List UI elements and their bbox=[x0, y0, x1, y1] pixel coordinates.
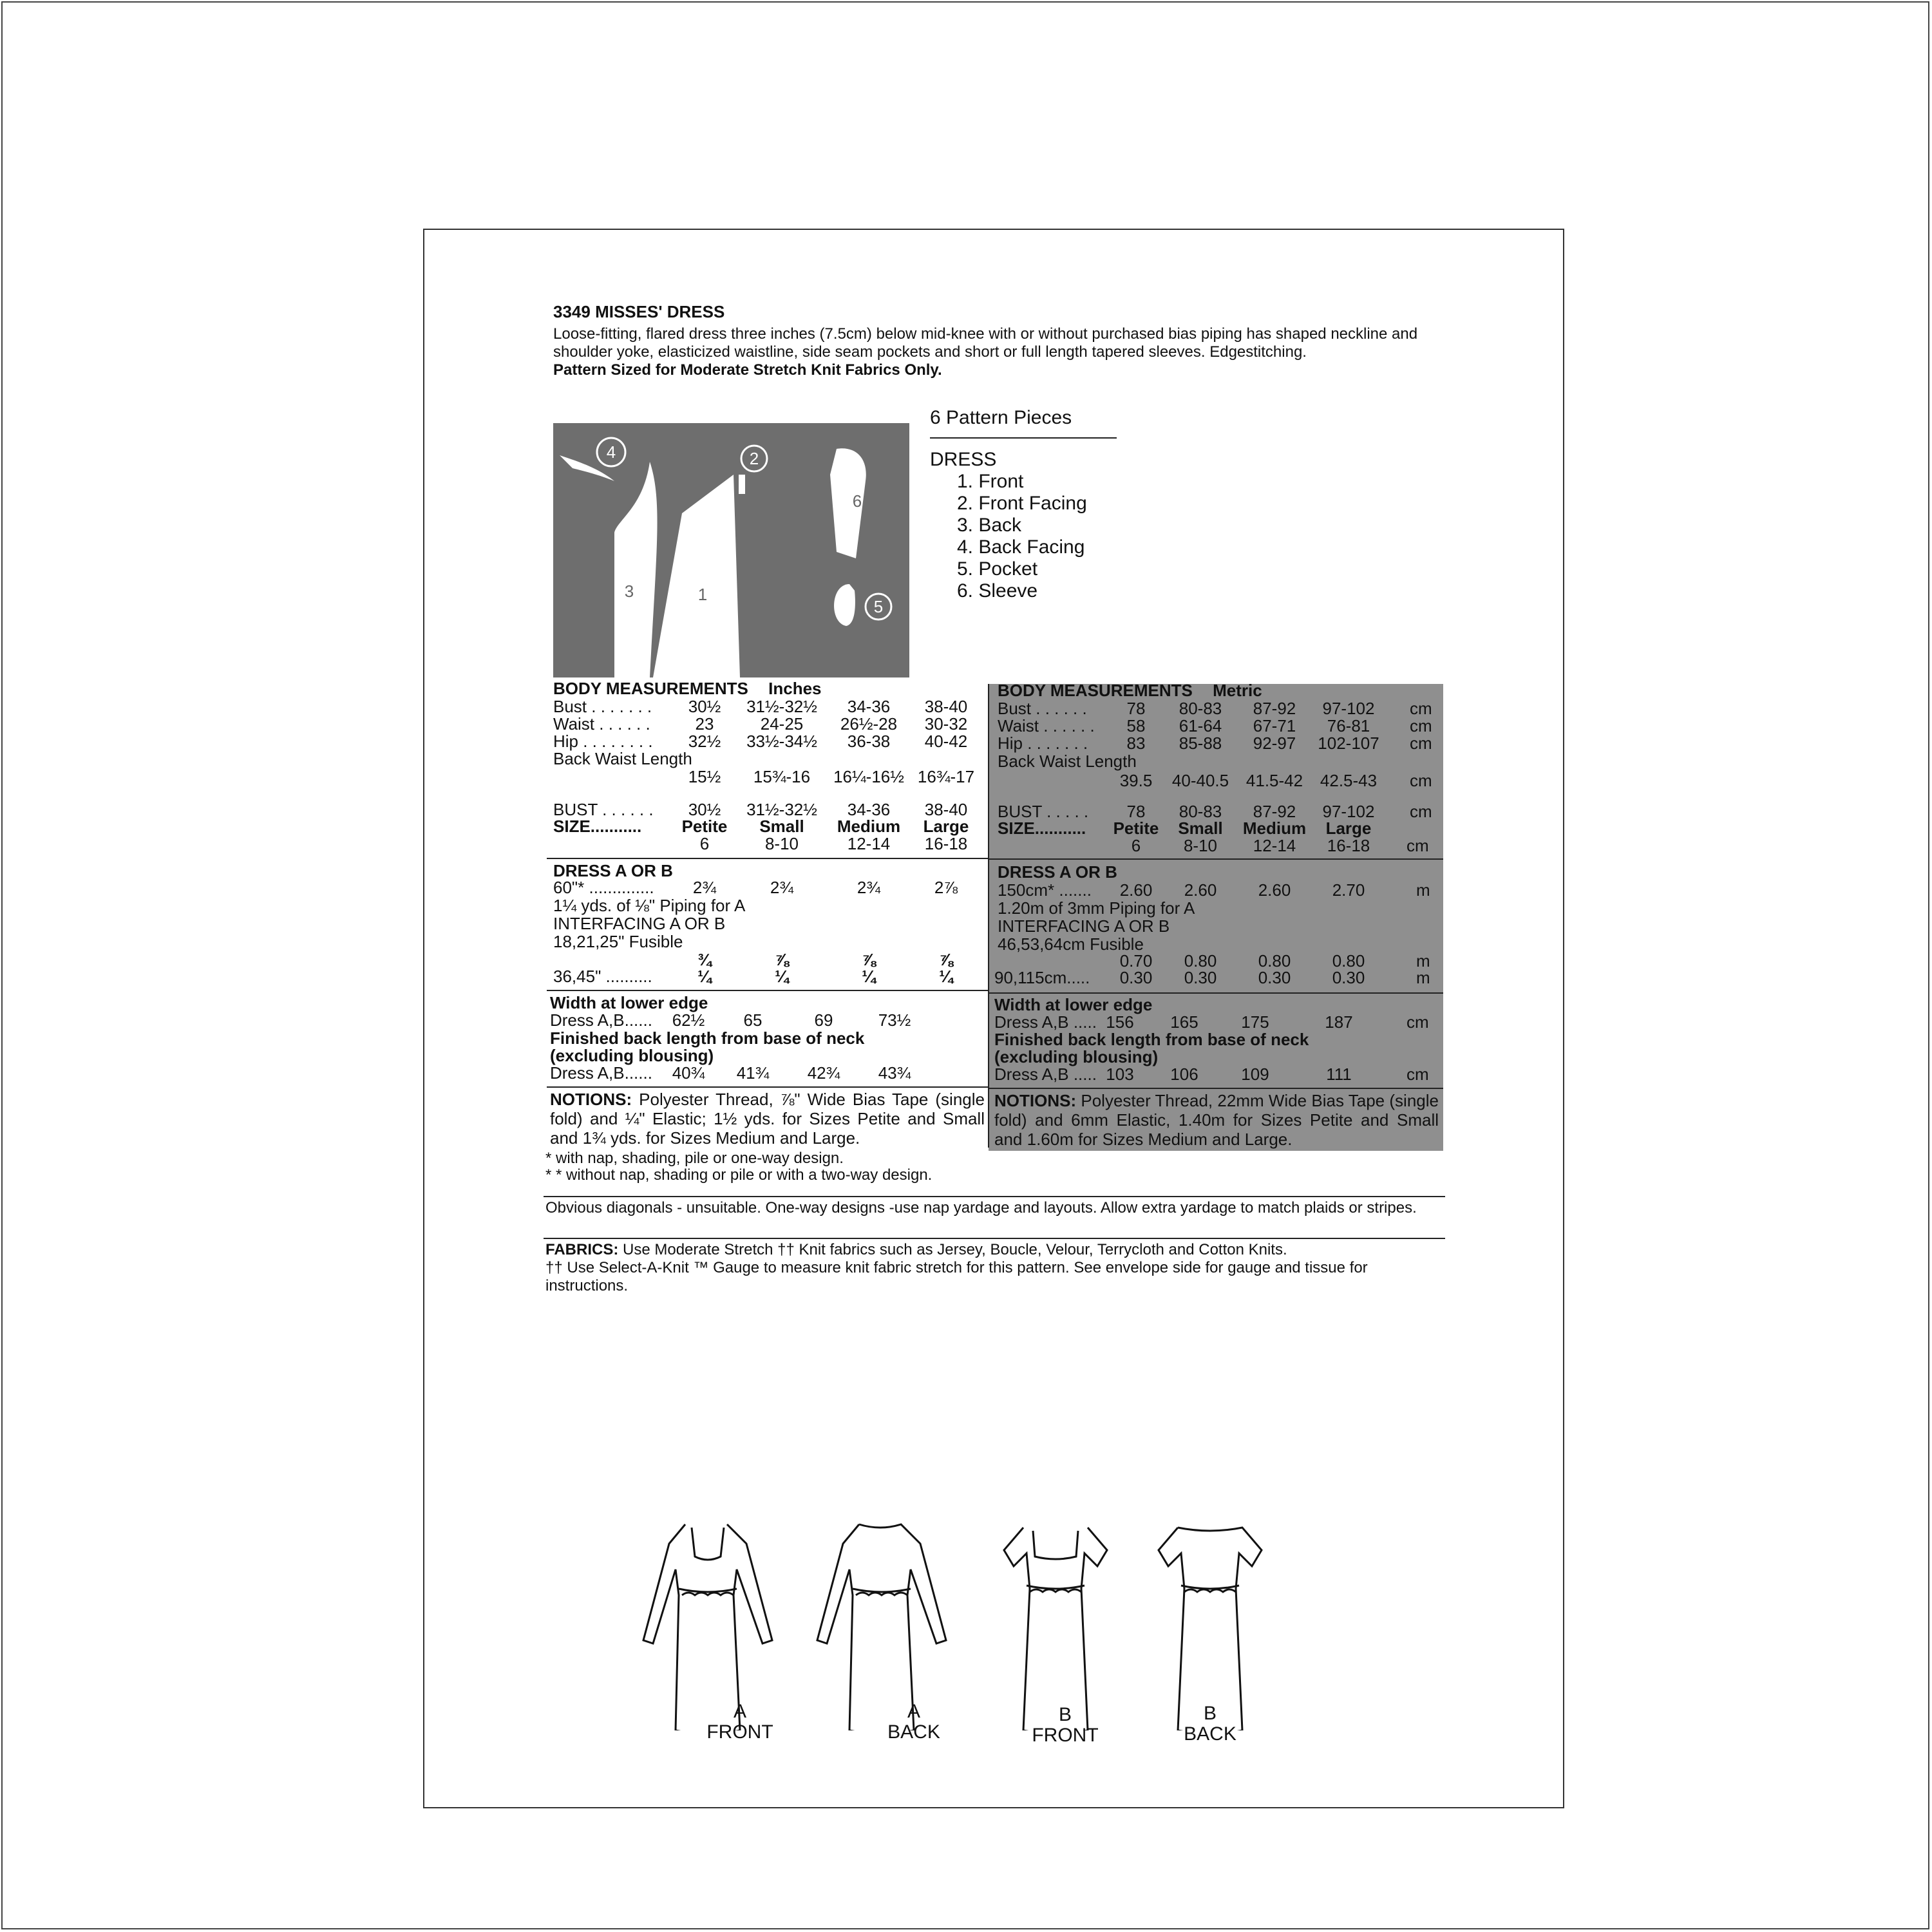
inches-fusible: 18,21,25" Fusible bbox=[553, 932, 683, 951]
metric-unit-label: cm bbox=[1410, 802, 1432, 821]
metric-value: 92-97 bbox=[1253, 734, 1296, 753]
divider bbox=[547, 858, 989, 859]
metric-value: 41.5-42 bbox=[1245, 771, 1303, 790]
inches-w36-label: 36,45" .......... bbox=[553, 967, 652, 986]
fabrics-label: FABRICS: bbox=[545, 1241, 619, 1258]
inches-value: 41¾ bbox=[736, 1063, 770, 1083]
inches-value: 38-40 bbox=[924, 697, 968, 716]
inches-dress-heading: DRESS A OR B bbox=[553, 861, 673, 880]
view-letter: B bbox=[1058, 1704, 1072, 1725]
inches-value: 30½ bbox=[688, 697, 721, 716]
inches-value: 2¾ bbox=[770, 878, 794, 897]
metric-piping: 1.20m of 3mm Piping for A bbox=[998, 898, 1195, 918]
inches-bwl-label: Back Waist Length bbox=[553, 749, 692, 768]
metric-value: 0.30 bbox=[1258, 968, 1291, 987]
inches-value: ¾ bbox=[697, 950, 712, 969]
inches-value: 62½ bbox=[672, 1010, 705, 1030]
inches-size-name: Large bbox=[923, 817, 969, 836]
inches-value: 40-42 bbox=[924, 732, 968, 751]
metric-fusible: 46,53,64cm Fusible bbox=[998, 934, 1144, 954]
divider bbox=[544, 1196, 1445, 1197]
notions-label: NOTIONS: bbox=[994, 1091, 1077, 1110]
notions-text: Polyester Thread, ⅞" Wide Bias Tape (single fold) and ¼" Elastic; 1½ yds. for Sizes Petite and Small and 1¾ yds. for Sizes Medium and Large. bbox=[550, 1090, 985, 1148]
pieces-underline bbox=[930, 437, 1117, 439]
metric-value: 85-88 bbox=[1179, 734, 1222, 753]
metric-size-number: 6 bbox=[1131, 836, 1141, 855]
metric-value: 187 bbox=[1325, 1012, 1353, 1032]
piece-number-6: 6 bbox=[852, 491, 862, 511]
inches-value: 73½ bbox=[878, 1010, 911, 1030]
inches-value: 2⅞ bbox=[934, 878, 958, 897]
inches-unit: Inches bbox=[768, 679, 822, 698]
inches-row-label: Waist . . . . . . bbox=[553, 714, 650, 734]
metric-unit-label: cm bbox=[1406, 1012, 1429, 1032]
inches-value: 16¾-17 bbox=[917, 767, 975, 786]
metric-interfacing: INTERFACING A OR B bbox=[998, 916, 1170, 936]
metric-size-name: Medium bbox=[1242, 819, 1307, 838]
inches-value: ⅞ bbox=[939, 950, 953, 969]
inches-width-label: Dress A,B...... bbox=[550, 1010, 652, 1030]
view-letter: A bbox=[733, 1701, 746, 1722]
pattern-title: 3349 MISSES' DRESS bbox=[553, 302, 725, 321]
inches-value: 38-40 bbox=[924, 800, 968, 819]
metric-value: 2.60 bbox=[1258, 880, 1291, 900]
inches-interfacing: INTERFACING A OR B bbox=[553, 914, 726, 933]
piece-item: 6. Sleeve bbox=[957, 580, 1038, 601]
inches-length-sub: (excluding blousing) bbox=[550, 1046, 714, 1065]
metric-value: 40-40.5 bbox=[1171, 771, 1229, 790]
metric-value: 80-83 bbox=[1179, 802, 1222, 821]
metric-row-label: Bust . . . . . . bbox=[998, 699, 1087, 718]
metric-value: 0.80 bbox=[1184, 951, 1217, 971]
pieces-list bbox=[930, 449, 1087, 602]
metric-value: 0.80 bbox=[1332, 951, 1365, 971]
metric-value: 109 bbox=[1241, 1065, 1269, 1084]
metric-unit-label: m bbox=[1416, 951, 1430, 971]
view-letter: B bbox=[1203, 1703, 1217, 1724]
view-letter: A bbox=[907, 1701, 920, 1722]
inches-value: 24-25 bbox=[760, 714, 804, 734]
metric-size-number: 16-18 bbox=[1327, 836, 1370, 855]
metric-value: 87-92 bbox=[1253, 699, 1296, 718]
metric-row-label: Waist . . . . . . bbox=[998, 716, 1095, 735]
pattern-pieces-diagram bbox=[553, 423, 909, 677]
metric-size-number: 8-10 bbox=[1183, 836, 1218, 855]
fabrics-text: Use Moderate Stretch †† Knit fabrics such as Jersey, Boucle, Velour, Terrycloth and Cotton Knits. bbox=[623, 1241, 1287, 1258]
inches-value: 34-36 bbox=[847, 800, 891, 819]
inches-value: 33½-34½ bbox=[746, 732, 817, 751]
piece-item: 1. Front bbox=[957, 471, 1024, 492]
inches-value: ¼ bbox=[862, 967, 876, 986]
inches-value: 16¼-16½ bbox=[833, 767, 904, 786]
metric-unit-label: cm bbox=[1410, 771, 1432, 790]
metric-value: 103 bbox=[1106, 1065, 1134, 1084]
inches-bust-label: BUST . . . . . . bbox=[553, 800, 654, 819]
divider bbox=[989, 1088, 1443, 1089]
inches-notions bbox=[550, 1090, 985, 1148]
inches-row-label: Hip . . . . . . . . bbox=[553, 732, 653, 751]
view-label-a-front bbox=[695, 1701, 785, 1743]
metric-value: 58 bbox=[1126, 716, 1146, 735]
piece-item: 4. Back Facing bbox=[957, 536, 1085, 558]
inches-value: 2¾ bbox=[857, 878, 881, 897]
metric-value: 0.30 bbox=[1332, 968, 1365, 987]
gauge-text: †† Use Select-A-Knit ™ Gauge to measure knit fabric stretch for this pattern. See envelope side for gauge and tissue for instructions. bbox=[545, 1259, 1368, 1294]
metric-value: 97-102 bbox=[1322, 802, 1375, 821]
inches-value: 23 bbox=[695, 714, 714, 734]
inches-size-number: 8-10 bbox=[764, 834, 799, 853]
piece-item: 5. Pocket bbox=[957, 558, 1038, 580]
view-label-b-back bbox=[1165, 1703, 1255, 1745]
metric-size-label: SIZE........... bbox=[998, 819, 1086, 838]
pattern-pieces-svg bbox=[553, 423, 909, 677]
inches-size-number: 12-14 bbox=[847, 834, 891, 853]
metric-value: 111 bbox=[1326, 1065, 1352, 1084]
inches-width-heading: Width at lower edge bbox=[550, 993, 708, 1012]
notions-text: Polyester Thread, 22mm Wide Bias Tape (single fold) and 6mm Elastic, 1.40m for Sizes Petite and Small and 1.60m for Sizes Medium and Large. bbox=[994, 1091, 1439, 1149]
inches-value: 30½ bbox=[688, 800, 721, 819]
metric-width-label: Dress A,B ..... bbox=[994, 1012, 1097, 1032]
metric-value: 165 bbox=[1170, 1012, 1198, 1032]
inches-size-number: 16-18 bbox=[924, 834, 968, 853]
metric-unit: Metric bbox=[1213, 681, 1262, 700]
metric-value: 0.80 bbox=[1258, 951, 1291, 971]
inches-value: 2¾ bbox=[692, 878, 717, 897]
metric-width-heading: Width at lower edge bbox=[994, 995, 1153, 1014]
inches-fabric-label: 60"* .............. bbox=[553, 878, 654, 897]
inches-heading-text: BODY MEASUREMENTS bbox=[553, 679, 748, 698]
inches-value: ⅞ bbox=[775, 950, 789, 969]
view-side: BACK bbox=[1184, 1723, 1236, 1745]
inches-value: 34-36 bbox=[847, 697, 891, 716]
inches-length-heading: Finished back length from base of neck bbox=[550, 1028, 865, 1048]
metric-unit-label: cm bbox=[1410, 734, 1432, 753]
metric-value: 2.60 bbox=[1119, 880, 1153, 900]
metric-size-name: Large bbox=[1325, 819, 1372, 838]
view-label-b-front bbox=[1020, 1705, 1110, 1746]
dress-views-illustration bbox=[630, 1511, 1274, 1730]
metric-value: 0.70 bbox=[1119, 951, 1153, 971]
inches-value: ¼ bbox=[775, 967, 789, 986]
metric-dress-heading: DRESS A OR B bbox=[998, 862, 1117, 882]
metric-notions bbox=[994, 1091, 1439, 1149]
inches-row-label: Bust . . . . . . . bbox=[553, 697, 652, 716]
divider bbox=[989, 992, 1443, 994]
inches-value: ¼ bbox=[939, 967, 953, 986]
metric-value: 87-92 bbox=[1253, 802, 1296, 821]
inches-size-name: Small bbox=[759, 817, 804, 836]
metric-heading bbox=[998, 681, 1262, 700]
metric-row-label: Hip . . . . . . . bbox=[998, 734, 1088, 753]
metric-value: 156 bbox=[1106, 1012, 1134, 1032]
metric-unit-label: cm bbox=[1406, 1065, 1429, 1084]
metric-unit-label: m bbox=[1416, 968, 1430, 987]
piece-number-1: 1 bbox=[697, 585, 708, 604]
inches-size-number: 6 bbox=[699, 834, 710, 853]
metric-value: 39.5 bbox=[1119, 771, 1153, 790]
metric-value: 97-102 bbox=[1322, 699, 1375, 718]
inches-value: 32½ bbox=[688, 732, 721, 751]
divider bbox=[989, 858, 1443, 860]
inches-value: 31½-32½ bbox=[746, 697, 817, 716]
inches-size-label: SIZE........... bbox=[553, 817, 642, 836]
metric-value: 83 bbox=[1126, 734, 1146, 753]
metric-value: 106 bbox=[1170, 1065, 1198, 1084]
metric-unit-label: cm bbox=[1410, 699, 1432, 718]
piece-item: 3. Back bbox=[957, 515, 1022, 536]
metric-value: 76-81 bbox=[1327, 716, 1370, 735]
pieces-heading: 6 Pattern Pieces bbox=[930, 407, 1072, 428]
metric-size-name: Petite bbox=[1113, 819, 1159, 838]
inches-value: 40¾ bbox=[672, 1063, 705, 1083]
metric-value: 175 bbox=[1241, 1012, 1269, 1032]
inches-length-label: Dress A,B...... bbox=[550, 1063, 652, 1083]
fabrics-section bbox=[545, 1241, 1441, 1295]
piece-item: 2. Front Facing bbox=[957, 493, 1087, 514]
metric-value: 78 bbox=[1126, 699, 1146, 718]
metric-value: 2.60 bbox=[1184, 880, 1217, 900]
view-side: FRONT bbox=[1032, 1725, 1099, 1746]
view-side: FRONT bbox=[706, 1721, 773, 1743]
inches-size-name: Petite bbox=[681, 817, 728, 836]
inches-value: 26½-28 bbox=[840, 714, 898, 734]
metric-w90-label: 90,115cm..... bbox=[994, 968, 1090, 987]
notions-label: NOTIONS: bbox=[550, 1090, 632, 1109]
divider bbox=[544, 1238, 1445, 1239]
metric-unit-label: cm bbox=[1410, 716, 1432, 735]
metric-fabric-label: 150cm* ....... bbox=[998, 880, 1092, 900]
pieces-group: DRESS bbox=[930, 449, 997, 470]
description-text: Loose-fitting, flared dress three inches (7.5cm) below mid-knee with or without purchased bias piping has shaped neckline and shoulder yoke, elasticized waistline, side seam pockets and short or full length tapered sleeves. Edgestitching. bbox=[553, 325, 1418, 361]
metric-value: 42.5-43 bbox=[1320, 771, 1378, 790]
divider bbox=[547, 1086, 989, 1088]
pattern-sheet bbox=[423, 229, 1564, 1808]
inches-size-name: Medium bbox=[837, 817, 901, 836]
piece-number-3: 3 bbox=[624, 582, 634, 601]
metric-bust-label: BUST . . . . . bbox=[998, 802, 1089, 821]
pattern-description bbox=[553, 325, 1435, 379]
inches-value: 15½ bbox=[688, 767, 721, 786]
metric-value: 102-107 bbox=[1318, 734, 1379, 753]
inches-value: 69 bbox=[814, 1010, 833, 1030]
metric-size-name: Small bbox=[1178, 819, 1223, 838]
metric-length-sub: (excluding blousing) bbox=[994, 1047, 1159, 1066]
piece-number-2: 2 bbox=[749, 449, 759, 468]
view-label-a-back bbox=[869, 1701, 959, 1743]
inches-heading bbox=[553, 679, 822, 698]
metric-size-number: 12-14 bbox=[1253, 836, 1296, 855]
metric-unit-label: m bbox=[1416, 880, 1430, 900]
metric-value: 2.70 bbox=[1332, 880, 1365, 900]
inches-value: 30-32 bbox=[924, 714, 968, 734]
metric-value: 78 bbox=[1126, 802, 1146, 821]
view-side: BACK bbox=[887, 1721, 940, 1743]
inches-value: 43¾ bbox=[878, 1063, 911, 1083]
metric-heading-text: BODY MEASUREMENTS bbox=[998, 681, 1193, 700]
divider bbox=[547, 990, 989, 991]
inches-value: 42¾ bbox=[807, 1063, 840, 1083]
inches-value: ¼ bbox=[697, 967, 712, 986]
footnote-diagonals: Obvious diagonals - unsuitable. One-way designs -use nap yardage and layouts. Allow extra yardage to match plaids or stripes. bbox=[545, 1199, 1417, 1217]
column-divider bbox=[988, 684, 989, 1148]
metric-bwl-label: Back Waist Length bbox=[998, 752, 1137, 771]
metric-length-heading: Finished back length from base of neck bbox=[994, 1030, 1309, 1049]
metric-value: 80-83 bbox=[1179, 699, 1222, 718]
piece-number-4: 4 bbox=[606, 442, 616, 462]
metric-value: 67-71 bbox=[1253, 716, 1296, 735]
inches-value: 65 bbox=[743, 1010, 762, 1030]
inches-value: 36-38 bbox=[847, 732, 891, 751]
footnote-nap: * with nap, shading, pile or one-way design. bbox=[545, 1150, 844, 1167]
metric-value: 0.30 bbox=[1119, 968, 1153, 987]
metric-unit-label: cm bbox=[1406, 836, 1429, 855]
piece-number-5: 5 bbox=[873, 597, 884, 616]
stretch-note: Pattern Sized for Moderate Stretch Knit Fabrics Only. bbox=[553, 361, 942, 379]
inches-value: 31½-32½ bbox=[746, 800, 817, 819]
metric-value: 61-64 bbox=[1179, 716, 1222, 735]
footnote-without-nap: * * without nap, shading or pile or with a two-way design. bbox=[545, 1166, 933, 1184]
inches-value: 15¾-16 bbox=[753, 767, 811, 786]
inches-piping: 1¼ yds. of ⅛" Piping for A bbox=[553, 896, 746, 915]
metric-length-label: Dress A,B ..... bbox=[994, 1065, 1097, 1084]
metric-value: 0.30 bbox=[1184, 968, 1217, 987]
inches-value: ⅞ bbox=[862, 950, 876, 969]
